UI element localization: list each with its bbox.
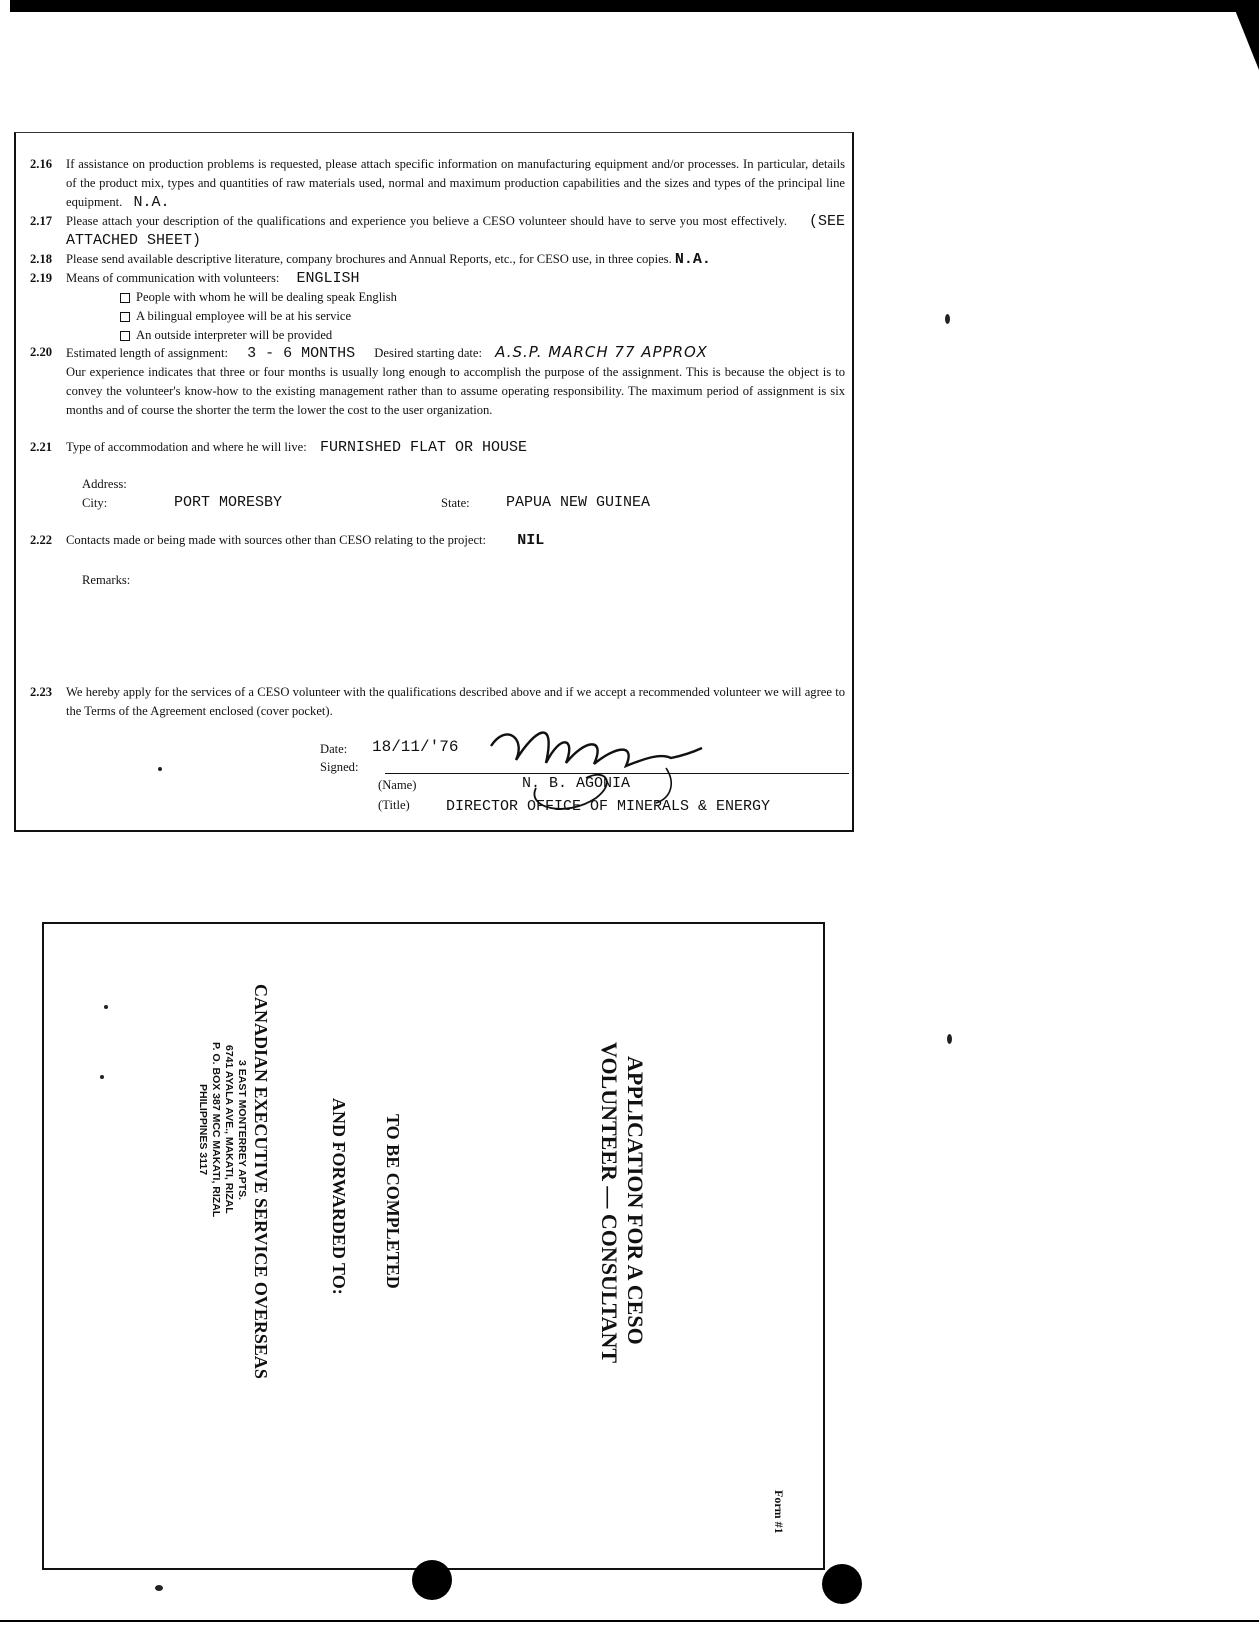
address-line: PHILIPPINES 3117 xyxy=(197,1084,209,1176)
assignment-length: 3 - 6 MONTHS xyxy=(247,345,356,362)
name-value: N. B. AGONIA xyxy=(522,775,631,792)
name-label: (Name) xyxy=(378,778,417,792)
city-label: City: xyxy=(82,496,108,510)
form-number: Form #1 xyxy=(772,1490,786,1534)
item-text: If assistance on production problems is requested, please attach specific information on manufacturing equipment and/or processes. In particular, details of the product mix, types and quantities of raw materials used, normal and maximum production capabilities and the sizes and types of the principal line equipment. xyxy=(66,157,845,209)
scan-speck xyxy=(947,1034,952,1044)
punch-hole xyxy=(412,1560,452,1600)
scan-edge-bottom xyxy=(0,1620,1259,1622)
signed-label: Signed: xyxy=(320,760,359,774)
start-date-answer: A.S.P. MARCH 77 APPROX xyxy=(495,343,708,361)
item-answer: FURNISHED FLAT OR HOUSE xyxy=(319,439,527,456)
state-value: PAPUA NEW GUINEA xyxy=(506,494,651,511)
cover-org-name: CANADIAN EXECUTIVE SERVICE OVERSEAS xyxy=(251,984,271,1379)
scan-speck xyxy=(155,1585,163,1591)
item-text: Contacts made or being made with sources other than CESO relating to the project: xyxy=(66,533,487,547)
checkbox-option[interactable]: A bilingual employee will be at his service xyxy=(120,307,845,326)
cover-panel xyxy=(42,922,825,1570)
scan-edge-corner xyxy=(1231,0,1259,70)
remarks-label: Remarks: xyxy=(82,573,131,587)
item-number: 2.19 xyxy=(30,271,53,285)
item-text: Please attach your description of the qualifications and experience you believe a CESO volunteer should have to serve you most effectively. xyxy=(66,214,788,228)
address-line: 3 EAST MONTERREY APTS. xyxy=(236,1059,248,1200)
item-number: 2.16 xyxy=(30,157,53,171)
address-label: Address: xyxy=(82,477,127,491)
cover-instruction-line2: AND FORWARDED TO: xyxy=(329,1098,349,1295)
city-value: PORT MORESBY xyxy=(174,494,283,511)
item-number: 2.23 xyxy=(30,685,53,699)
scan-edge-top xyxy=(10,0,1259,12)
item-text: Estimated length of assignment: xyxy=(66,346,228,360)
item-2-16 xyxy=(30,155,845,212)
scan-speck xyxy=(104,1005,108,1009)
item-answer: (SEE ATTACHED SHEET) xyxy=(66,213,845,249)
item-2-17 xyxy=(30,212,845,250)
item-2-19 xyxy=(30,269,845,345)
date-value: 18/11/'76 xyxy=(372,738,459,756)
item-text: Type of accommodation and where he will live: xyxy=(66,440,307,454)
item-number: 2.20 xyxy=(30,345,53,359)
item-2-18 xyxy=(30,250,845,269)
item-number: 2.22 xyxy=(30,533,53,547)
state-label: State: xyxy=(441,496,470,510)
item-answer: N.A. xyxy=(674,251,711,268)
item-answer: N.A. xyxy=(133,194,170,211)
cover-title-line2: VOLUNTEER — CONSULTANT xyxy=(597,1042,622,1364)
scan-speck xyxy=(945,314,950,324)
item-text: We hereby apply for the services of a CESO volunteer with the qualifications described above and if we accept a recommended volunteer we will agree to the Terms of the Agreement enclosed (cover pocket). xyxy=(66,685,845,718)
address-line: P. O. BOX 387 MCC MAKATI, RIZAL xyxy=(210,1042,222,1218)
cover-title-line1: APPLICATION FOR A CESO xyxy=(623,1056,648,1345)
item-text: Means of communication with volunteers: xyxy=(66,271,280,285)
address-line: 6741 AYALA AVE., MAKATI, RIZAL xyxy=(223,1045,235,1214)
scan-speck xyxy=(100,1075,104,1079)
cover-instruction-line1: TO BE COMPLETED xyxy=(383,1114,403,1289)
cover-address xyxy=(196,1042,248,1217)
checkbox-option[interactable]: An outside interpreter will be provided xyxy=(120,326,845,345)
scan-speck xyxy=(158,767,162,771)
item-text: Please send available descriptive literature, company brochures and Annual Reports, etc., for CESO use, in three copies. xyxy=(66,252,672,266)
item-number: 2.17 xyxy=(30,214,53,228)
item-number: 2.21 xyxy=(30,440,53,454)
form-panel xyxy=(14,132,854,832)
item-number: 2.18 xyxy=(30,252,53,266)
title-value: DIRECTOR OFFICE OF MINERALS & ENERGY xyxy=(446,798,771,815)
title-label: (Title) xyxy=(378,798,410,812)
checkbox-option[interactable]: People with whom he will be dealing speak English xyxy=(120,288,845,307)
assignment-note: Our experience indicates that three or four months is usually long enough to accomplish the purpose of the assignment. This is because the object is to convey the volunteer's know-how to the existing management rather than to assume operating responsibility. The maximum period of assignment is six months and of course the shorter the term the lower the cost to the user organization. xyxy=(66,365,845,417)
item-2-20 xyxy=(30,343,845,420)
start-date-label: Desired starting date: xyxy=(374,346,483,360)
punch-hole xyxy=(822,1564,862,1604)
item-2-21 xyxy=(30,438,845,457)
date-label: Date: xyxy=(320,742,348,756)
item-2-22 xyxy=(30,531,845,550)
item-answer: ENGLISH xyxy=(296,270,360,287)
item-answer: NIL xyxy=(517,532,545,549)
